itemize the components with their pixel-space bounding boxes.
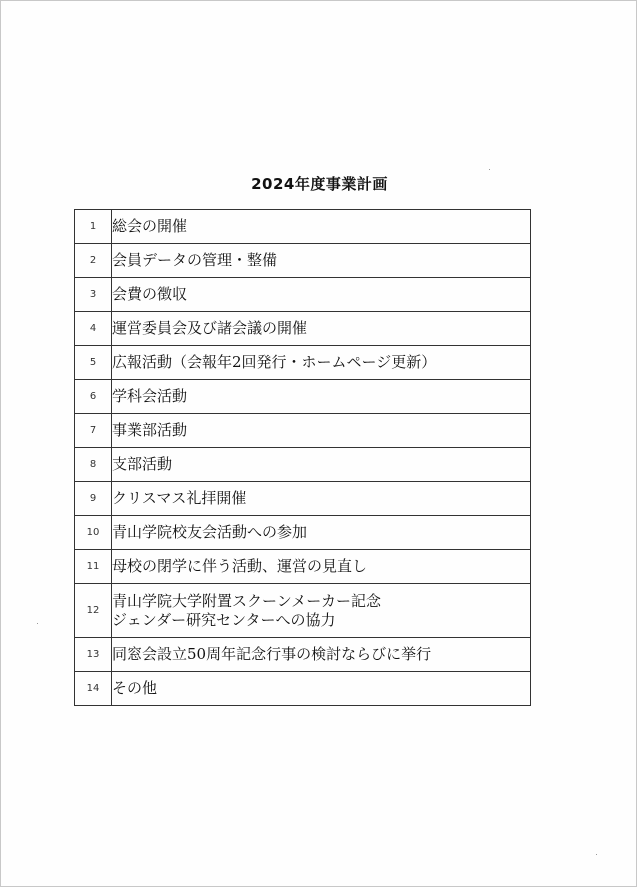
item-number: 7 — [75, 414, 112, 448]
table-row — [75, 210, 531, 244]
item-number: 11 — [75, 550, 112, 584]
item-number: 4 — [75, 312, 112, 346]
item-text: 運営委員会及び諸会議の開催 — [112, 312, 531, 346]
item-text: その他 — [112, 672, 531, 706]
table-row — [75, 414, 531, 448]
table-row — [75, 584, 531, 638]
table-row — [75, 278, 531, 312]
item-text: 会費の徴収 — [112, 278, 531, 312]
table-row — [75, 448, 531, 482]
item-number: 14 — [75, 672, 112, 706]
item-number: 13 — [75, 638, 112, 672]
table-row — [75, 244, 531, 278]
item-text: クリスマス礼拝開催 — [112, 482, 531, 516]
item-number: 2 — [75, 244, 112, 278]
item-text: 青山学院大学附置スクーンメーカー記念 ジェンダー研究センターへの協力 — [112, 584, 531, 638]
item-number: 3 — [75, 278, 112, 312]
scan-speck — [37, 623, 38, 624]
item-text: 支部活動 — [112, 448, 531, 482]
item-text: 同窓会設立50周年記念行事の検討ならびに挙行 — [112, 638, 531, 672]
table-row — [75, 312, 531, 346]
table-row — [75, 482, 531, 516]
item-text: 会員データの管理・整備 — [112, 244, 531, 278]
page-title: 2024年度事業計画 — [251, 175, 388, 193]
item-text: 母校の閉学に伴う活動、運営の見直し — [112, 550, 531, 584]
item-text: 事業部活動 — [112, 414, 531, 448]
item-text: 青山学院校友会活動への参加 — [112, 516, 531, 550]
item-number: 5 — [75, 346, 112, 380]
table-row — [75, 516, 531, 550]
item-text: 総会の開催 — [112, 210, 531, 244]
plan-table-body — [75, 210, 531, 706]
item-number: 8 — [75, 448, 112, 482]
table-row — [75, 346, 531, 380]
item-number: 9 — [75, 482, 112, 516]
item-number: 6 — [75, 380, 112, 414]
scan-speck — [596, 854, 597, 855]
table-row — [75, 550, 531, 584]
item-number: 12 — [75, 584, 112, 638]
scan-speck — [489, 169, 490, 170]
item-number: 10 — [75, 516, 112, 550]
table-row — [75, 638, 531, 672]
item-text: 広報活動（会報年2回発行・ホームページ更新） — [112, 346, 531, 380]
item-text: 学科会活動 — [112, 380, 531, 414]
table-row — [75, 672, 531, 706]
item-number: 1 — [75, 210, 112, 244]
plan-table — [74, 209, 531, 706]
table-row — [75, 380, 531, 414]
